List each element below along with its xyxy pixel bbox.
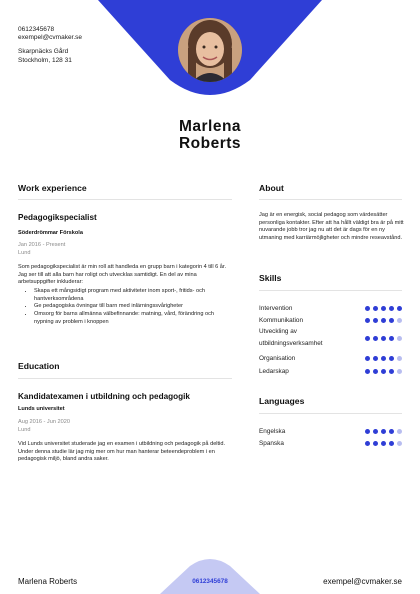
footer-phone: 0612345678: [192, 578, 228, 585]
rating-dot: [389, 369, 394, 374]
rating-dot: [397, 441, 402, 446]
skill-row: [259, 352, 402, 364]
rating-dot: [373, 306, 378, 311]
skill-rating: [365, 306, 402, 311]
rating-dot: [381, 369, 386, 374]
rating-dot: [397, 306, 402, 311]
skill-rating: [365, 369, 402, 374]
contact-address-line1: Skarpnäcks Gård: [18, 48, 69, 56]
rating-dot: [373, 318, 378, 323]
rating-dot: [365, 318, 370, 323]
skill-row: [259, 302, 402, 314]
rating-dot: [389, 356, 394, 361]
rating-dot: [389, 336, 394, 341]
last-name: Roberts: [178, 135, 242, 152]
skill-rating: [365, 336, 402, 341]
education-org: Lunds universitet: [18, 406, 65, 412]
skill-row: [259, 365, 402, 377]
language-row: [259, 425, 402, 437]
rating-dot: [373, 369, 378, 374]
contact-phone: 0612345678: [18, 26, 55, 33]
education-location: Lund: [18, 427, 31, 434]
rating-dot: [373, 356, 378, 361]
avatar: [178, 18, 242, 82]
language-row: [259, 437, 402, 449]
rating-dot: [373, 429, 378, 434]
skill-rating: [365, 318, 402, 323]
divider: [18, 378, 232, 379]
section-title-skills: Skills: [259, 273, 282, 283]
section-title-education: Education: [18, 361, 60, 371]
experience-description: Som pedagogikspecialist är min roll att handleda en grupp barn i kategorin 4 till 6 år. Jag ser till att alla barn har roligt och utvecklas samtidigt. En del av mina arbetsuppgifter inkluderar:: [18, 264, 227, 286]
rating-dot: [381, 429, 386, 434]
rating-dot: [397, 356, 402, 361]
rating-dot: [397, 336, 402, 341]
divider: [259, 199, 402, 200]
about-text: Jag är en energisk, social pedagog som värdesätter personliga kontakter. Efter att ha hållt väldigt bra är på mitt nuvarande jobb tror jag nu att det är dags för en ny utmaning med karriärmöjligheter och mindre reseavstånd.: [259, 212, 404, 242]
rating-dot: [381, 441, 386, 446]
divider: [259, 413, 402, 414]
first-name: Marlena: [178, 118, 242, 135]
rating-dot: [381, 336, 386, 341]
skill-label: Organisation: [259, 354, 296, 362]
language-label: Spanska: [259, 439, 284, 447]
rating-dot: [365, 306, 370, 311]
experience-bullets: [18, 288, 230, 327]
divider: [18, 199, 232, 200]
education-description: Vid Lunds universitet studerade jag en examen i utbildning och pedagogik på deltid. Under denna studie lär jag mig mer om hur man hanterar beteendeproblem i en pedagogisk miljö, bland andra saker.: [18, 441, 226, 463]
rating-dot: [373, 441, 378, 446]
education-title: Kandidatexamen i utbildning och pedagogik: [18, 392, 190, 401]
rating-dot: [373, 336, 378, 341]
language-label: Engelska: [259, 427, 286, 435]
rating-dot: [381, 356, 386, 361]
list-item: • Ge pedagogiska övningar till barn med inlärningssvårigheter: [34, 303, 230, 311]
contact-block: [18, 26, 82, 65]
skill-row: [259, 314, 402, 326]
rating-dot: [397, 369, 402, 374]
rating-dot: [365, 441, 370, 446]
footer-accent-shape: [160, 558, 260, 594]
experience-location: Lund: [18, 250, 31, 257]
footer-email[interactable]: exempel@cvmaker.se: [323, 577, 402, 586]
rating-dot: [365, 336, 370, 341]
education-dates: Aug 2016 - Jun 2020: [18, 419, 70, 425]
rating-dot: [381, 306, 386, 311]
experience-dates: Jan 2016 - Present: [18, 242, 66, 248]
section-title-experience: Work experience: [18, 183, 87, 193]
rating-dot: [389, 318, 394, 323]
language-rating: [365, 441, 402, 446]
skill-label: Utveckling av utbildningsverksamhet: [259, 328, 323, 347]
experience-title: Pedagogikspecialist: [18, 213, 97, 222]
rating-dot: [365, 429, 370, 434]
rating-dot: [397, 429, 402, 434]
rating-dot: [365, 369, 370, 374]
experience-meta: [18, 241, 65, 257]
list-item: • Omsorg för barns allmänna välbefinnande: matning, vård, förändring och nypning av problem i knoppen: [34, 311, 230, 326]
section-title-about: About: [259, 183, 284, 193]
rating-dot: [389, 429, 394, 434]
education-meta: [18, 418, 70, 434]
contact-email[interactable]: exempel@cvmaker.se: [18, 34, 83, 42]
skill-label: Ledarskap: [259, 367, 289, 375]
skill-row: [259, 327, 402, 349]
contact-address-line2: Stockholm, 128 31: [18, 56, 72, 64]
divider: [259, 290, 402, 291]
footer-name: Marlena Roberts: [18, 577, 78, 586]
person-name: [0, 118, 420, 152]
experience-org: Söderdrömmar Förskola: [18, 230, 83, 236]
rating-dot: [389, 306, 394, 311]
skill-label: Kommunikation: [259, 316, 304, 324]
rating-dot: [381, 318, 386, 323]
rating-dot: [397, 318, 402, 323]
rating-dot: [389, 441, 394, 446]
skill-label: Intervention: [259, 304, 293, 312]
section-title-languages: Languages: [259, 396, 305, 406]
skill-rating: [365, 356, 402, 361]
language-rating: [365, 429, 402, 434]
list-item: • Skapa ett mångsidigt program med aktiviteter inom sport-, fritids- och hantverksområdena: [34, 288, 230, 303]
rating-dot: [365, 356, 370, 361]
